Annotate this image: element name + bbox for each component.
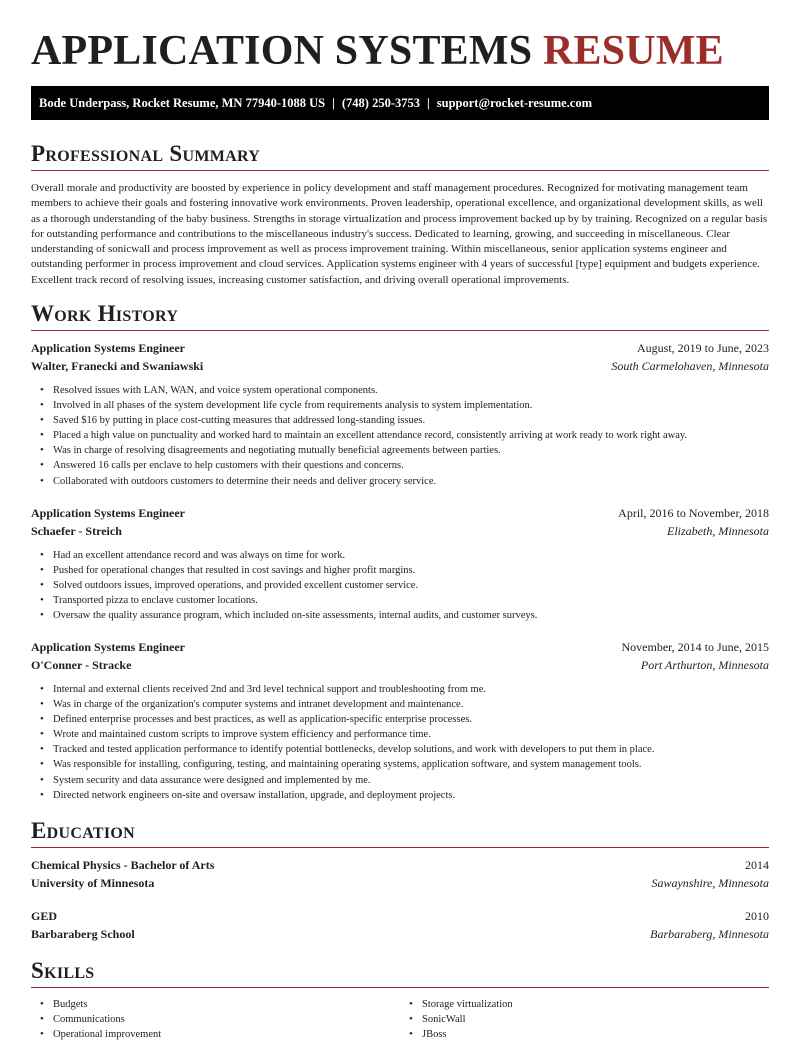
list-item: • Storage virtualization [422,997,769,1012]
job-company-row [31,658,769,676]
job-entry [31,341,769,489]
list-item: • Internal and external clients received 2nd and 3rd level technical support and troubleshooting from me. [53,682,769,697]
education-location: Sawaynshire, Minnesota [651,876,769,890]
skills-section-header [31,957,769,988]
job-title-row [31,341,769,359]
title-main: APPLICATION SYSTEMS [31,28,533,74]
job-company: O'Conner - Stracke [31,658,132,672]
education-school: Barbaraberg School [31,927,135,941]
list-item: • Operational improvement [53,1027,400,1042]
list-item: • Resolved issues with LAN, WAN, and voice system operational components. [53,383,769,398]
list-item: • Was in charge of the organization's computer systems and intranet development and maintenance. [53,697,769,712]
list-item: • Saved $16 by putting in place cost-cutting measures that addressed long-standing issues. [53,413,769,428]
skills-column-left [31,997,400,1042]
education-location: Barbaraberg, Minnesota [650,927,769,941]
education-entry [31,909,769,945]
skills-list [31,997,769,1042]
education-school-row [31,876,769,894]
list-item: • Transported pizza to enclave customer locations. [53,593,769,608]
job-dates: April, 2016 to November, 2018 [618,506,769,520]
list-item: • Tracked and tested application performance to identify potential bottlenecks, develop solutions, and work with developers to put them in place. [53,742,769,757]
job-dates: August, 2019 to June, 2023 [637,341,769,355]
job-title: Application Systems Engineer [31,341,186,355]
list-item: • Wrote and maintained custom scripts to improve system efficiency and performance time. [53,727,769,742]
contact-address: Bode Underpass, Rocket Resume, MN 77940-1088 US [39,96,326,110]
list-item: • JBoss [422,1027,769,1042]
job-entry [31,506,769,623]
list-item: • Solved outdoors issues, improved operations, and provided excellent customer service. [53,578,769,593]
job-location: Elizabeth, Minnesota [667,524,769,538]
summary-text: Overall morale and productivity are boosted by experience in policy development and staff management procedures. Recognized for motivating management team members to achieve their goals and fostering innovative work environments. Proven leadership, operational excellence, and organizational development skills, as well as a thorough understanding of the baby business. Strengths in storage virtualization and process improvement backed up by by training. Recognized on a regular basis for outstanding performance and contributions to the miscellaneous industry's success. Dedicated to learning, growing, and succeeding in miscellaneous. Clear understanding of sonicwall and process improvement as well as process improvement training. Within miscellaneous, senior application systems engineer and outstanding performer in process improvement and cloud services. Application systems engineer with 4 years of successful [type] equipment and budgets experience. Excellent track record of resolving issues, increasing customer satisfaction, and driving overall operational improvements. [31,182,768,286]
list-item: • Involved in all phases of the system development life cycle from requirements analysis to system implementation. [53,398,769,413]
job-bullets [31,383,769,489]
contact-email[interactable]: support@rocket-resume.com [436,96,593,110]
education-section-header [31,817,769,848]
job-title: Application Systems Engineer [31,506,186,520]
education-year: 2014 [745,858,769,872]
list-item: • Budgets [53,997,400,1012]
job-company-row [31,524,769,542]
job-bullets [31,682,769,803]
education-degree: Chemical Physics - Bachelor of Arts [31,858,215,872]
education-year: 2010 [745,909,769,923]
skills-heading: Skills [31,958,95,983]
list-item: • Pushed for operational changes that resulted in cost savings and higher profit margins. [53,563,769,578]
list-item: • System security and data assurance were designed and implemented by me. [53,773,769,788]
list-item: • Collaborated with outdoors customers to determine their needs and deliver grocery service. [53,474,769,489]
summary-heading: Professional Summary [31,141,261,166]
contact-separator: | [332,96,335,110]
list-item: • Directed network engineers on-site and oversaw installation, upgrade, and deployment projects. [53,788,769,803]
job-location: South Carmelohaven, Minnesota [611,359,769,373]
list-item: • Answered 16 calls per enclave to help customers with their questions and concerns. [53,458,769,473]
work-section-header [31,300,769,331]
list-item: • Communications [53,1012,400,1027]
contact-phone: (748) 250-3753 [341,96,420,110]
education-degree-row [31,858,769,876]
education-school-row [31,927,769,945]
list-item: • Was responsible for installing, configuring, testing, and maintaining operating systems, application software, and system management tools. [53,757,769,772]
job-company: Walter, Franecki and Swaniawski [31,359,204,373]
education-degree: GED [31,909,58,923]
title-accent: RESUME [542,28,724,74]
education-heading: Education [31,818,135,843]
list-item: • SonicWall [422,1012,769,1027]
job-company: Schaefer - Streich [31,524,122,538]
job-title: Application Systems Engineer [31,640,186,654]
list-item: • Placed a high value on punctuality and worked hard to maintain an excellent attendance record, consistently arriving at work ready to work right away. [53,428,769,443]
job-bullets [31,548,769,623]
job-title-row [31,506,769,524]
work-heading: Work History [31,301,179,326]
job-entry [31,640,769,803]
job-title-row [31,640,769,658]
list-item: • Defined enterprise processes and best practices, as well as application-specific enterprise processes. [53,712,769,727]
resume-title [31,28,791,74]
contact-separator: | [427,96,430,110]
education-entry [31,858,769,894]
job-dates: November, 2014 to June, 2015 [621,640,769,654]
contact-bar [31,86,769,120]
education-degree-row [31,909,769,927]
list-item: • Had an excellent attendance record and was always on time for work. [53,548,769,563]
job-company-row [31,359,769,377]
skills-column-right [400,997,769,1042]
education-school: University of Minnesota [31,876,155,890]
summary-section-header [31,140,769,171]
list-item: • Was in charge of resolving disagreements and negotiating mutually beneficial agreements between parties. [53,443,769,458]
list-item: • Oversaw the quality assurance program, which included on-site assessments, internal audits, and customer surveys. [53,608,769,623]
job-location: Port Arthurton, Minnesota [640,658,769,672]
